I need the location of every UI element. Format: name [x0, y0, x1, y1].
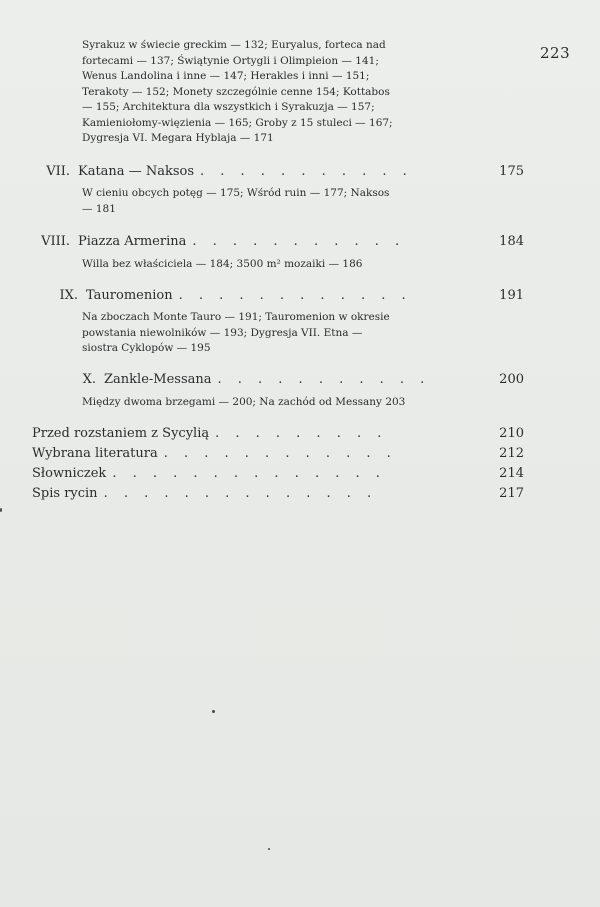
chapter-numeral: VII. — [46, 164, 70, 179]
backmatter-entry[interactable] — [32, 486, 524, 506]
chapter-subentries-ix — [82, 310, 482, 357]
chapter-entry-ix[interactable] — [30, 288, 524, 308]
chapter-subentries-viii — [82, 257, 482, 273]
sub-line: Między dwoma brzegami — 200; Na zachód od Messany 203 — [82, 396, 406, 408]
intro-subentries — [82, 38, 482, 147]
intro-line: Wenus Landolina i inne — 147; Herakles i inni — 151; — [82, 70, 370, 82]
intro-line: Kamieniołomy-więzienia — 165; Groby z 15 stuleci — 167; — [82, 116, 393, 129]
chapter-entry-vii[interactable] — [30, 164, 524, 184]
sub-line: Willa bez właściciela — 184; 3500 m² mozaiki — 186 — [82, 258, 363, 270]
chapter-title: Tauromenion — [86, 288, 173, 303]
backmatter-title: Spis rycin — [32, 486, 98, 501]
chapter-title: Katana — Naksos — [78, 164, 194, 179]
intro-line: Terakoty — 152; Monety szczególnie cenne 154; Kottabos — [82, 85, 390, 98]
sub-line: powstania niewolników — 193; Dygresja VII. Etna — — [82, 326, 363, 339]
chapter-numeral: X. — [82, 372, 96, 387]
intro-line: fortecami — 137; Świątynie Ortygli i Olimpieion — 141; — [82, 54, 379, 67]
leader-dots: . . . . . . . . . . . . . . — [112, 466, 386, 481]
paper-speck — [212, 710, 215, 713]
sub-line: siostra Cyklopów — 195 — [82, 342, 211, 354]
chapter-page: 184 — [499, 234, 524, 249]
backmatter-title: Wybrana literatura — [32, 446, 158, 461]
backmatter-entry[interactable] — [32, 426, 524, 446]
chapter-entry-viii[interactable] — [30, 234, 524, 254]
sub-line: — 181 — [82, 202, 116, 215]
intro-line: Dygresja VI. Megara Hyblaja — 171 — [82, 132, 274, 144]
chapter-entry-x[interactable] — [30, 372, 524, 392]
chapter-subentries-x — [82, 395, 482, 411]
paper-speck — [0, 508, 2, 512]
intro-line: — 155; Architektura dla wszystkich i Syrakuzja — 157; — [82, 101, 375, 113]
sub-line: W cieniu obcych potęg — 175; Wśród ruin — 177; Naksos — [82, 187, 390, 199]
leader-dots: . . . . . . . . . . . — [200, 164, 413, 179]
backmatter-title: Przed rozstaniem z Sycylią — [32, 426, 210, 441]
chapter-title: Piazza Armerina — [78, 234, 187, 249]
chapter-numeral: VIII. — [41, 234, 70, 249]
chapter-numeral: IX. — [59, 288, 78, 303]
backmatter-entry[interactable] — [32, 446, 524, 466]
chapter-page: 175 — [499, 164, 524, 179]
backmatter-page: 210 — [499, 426, 524, 441]
chapter-title: Zankle-Messana — [104, 372, 212, 387]
leader-dots: . . . . . . . . . . . . . . — [103, 486, 378, 501]
leader-dots: . . . . . . . . . . . . — [163, 446, 397, 461]
sub-line: Na zboczach Monte Tauro — 191; Tauromenion w okresie — [82, 311, 390, 323]
backmatter-page: 217 — [499, 486, 524, 501]
chapter-page: 191 — [499, 288, 524, 303]
leader-dots: . . . . . . . . . . . — [192, 234, 406, 249]
intro-line: Syrakuz w świecie greckim — 132; Euryalus, forteca nad — [82, 39, 386, 51]
backmatter-page: 214 — [499, 466, 524, 481]
page-number: 223 — [540, 44, 571, 62]
backmatter-page: 212 — [499, 446, 524, 461]
chapter-subentries-vii — [82, 186, 482, 217]
leader-dots: . . . . . . . . . — [215, 426, 388, 441]
leader-dots: . . . . . . . . . . . — [217, 372, 431, 387]
paper-speck — [268, 848, 270, 850]
backmatter-title: Słowniczek — [32, 466, 107, 481]
backmatter-entry[interactable] — [32, 466, 524, 486]
chapter-page: 200 — [499, 372, 524, 387]
leader-dots: . . . . . . . . . . . . — [178, 288, 412, 303]
